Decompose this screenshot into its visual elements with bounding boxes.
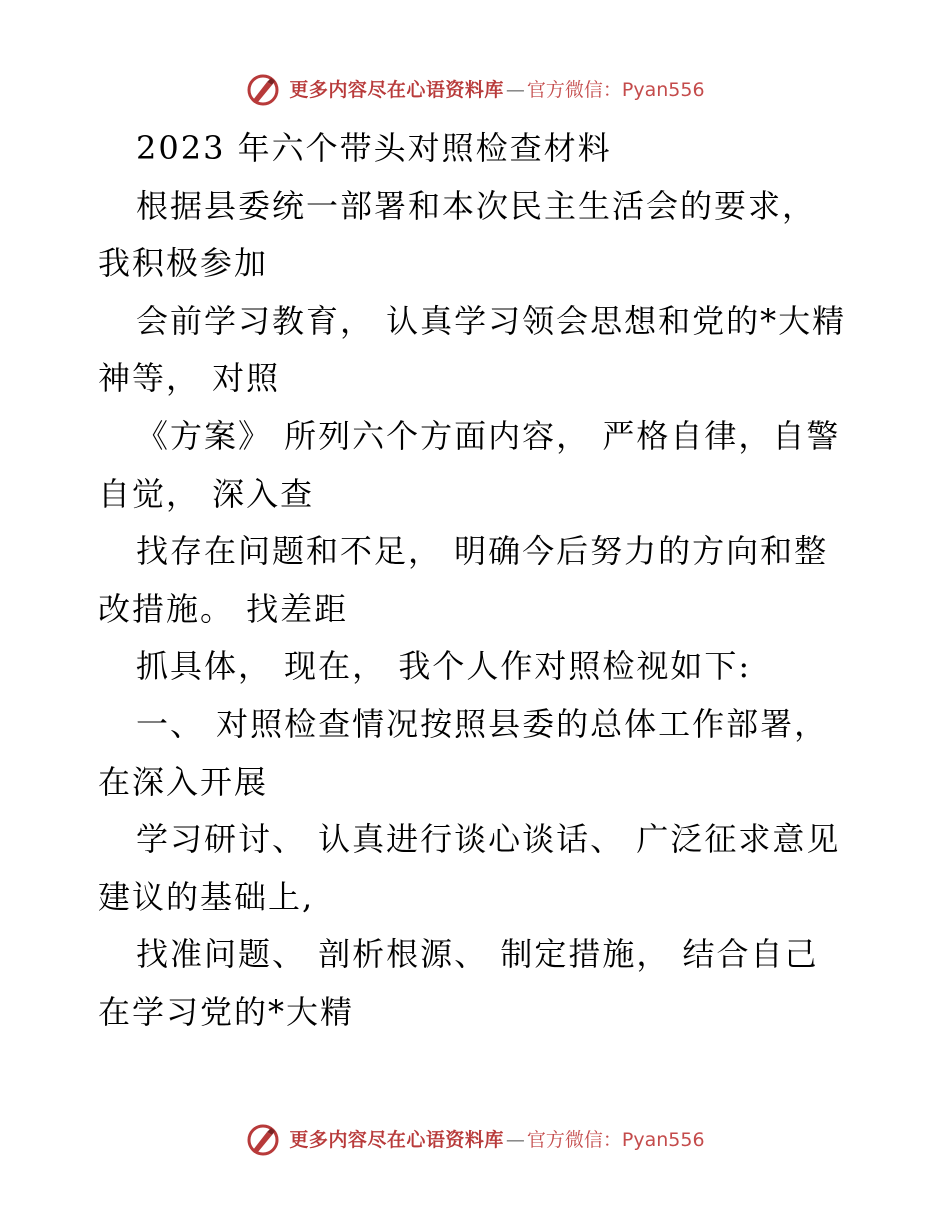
banner-dash: — bbox=[505, 1128, 525, 1151]
paragraph-line: 建议的基础上, bbox=[98, 877, 315, 916]
paragraph-line: 神等， 对照 bbox=[98, 359, 281, 398]
paragraph-line: 抓具体， 现在， 我个人作对照检视如下: bbox=[136, 647, 752, 686]
paragraph-line: 学习研讨、 认真进行谈心谈话、 广泛征求意见 bbox=[136, 820, 841, 859]
paragraph-line: 找准问题、 剖析根源、 制定措施， 结合自己 bbox=[136, 935, 819, 974]
pen-circle-logo-icon bbox=[245, 1122, 281, 1158]
paragraph-line: 会前学习教育， 认真学习领会思想和党的*大精 bbox=[136, 301, 847, 340]
paragraph-line: 在学习党的*大精 bbox=[98, 992, 355, 1031]
banner-wechat-text: 官方微信：Pyan556 bbox=[526, 1128, 705, 1151]
pen-circle-logo-icon bbox=[245, 72, 281, 108]
section-heading-line: 一、 对照检查情况按照县委的总体工作部署， bbox=[136, 704, 829, 743]
paragraph-line: 在深入开展 bbox=[98, 762, 269, 801]
banner-text bbox=[289, 1128, 705, 1151]
banner-library-text: 更多内容尽在心语资料库 bbox=[289, 1128, 504, 1151]
paragraph-line: 我积极参加 bbox=[98, 244, 269, 283]
footer-banner bbox=[0, 1118, 950, 1162]
banner-library-text: 更多内容尽在心语资料库 bbox=[289, 78, 504, 101]
banner-dash: — bbox=[505, 78, 525, 101]
document-body bbox=[98, 120, 858, 1042]
paragraph-line: 自觉， 深入查 bbox=[98, 474, 315, 513]
document-title: 2023 年六个带头对照检查材料 bbox=[136, 129, 612, 167]
banner-wechat-text: 官方微信：Pyan556 bbox=[526, 78, 705, 101]
header-banner bbox=[0, 68, 950, 112]
paragraph-line: 根据县委统一部署和本次民主生活会的要求， bbox=[136, 186, 817, 225]
paragraph-line: 改措施。 找差距 bbox=[98, 589, 349, 628]
paragraph-line: 《方案》 所列六个方面内容， 严格自律，自警 bbox=[136, 416, 841, 455]
banner-text bbox=[289, 78, 705, 101]
paragraph-line: 找存在问题和不足， 明确今后努力的方向和整 bbox=[136, 532, 829, 571]
